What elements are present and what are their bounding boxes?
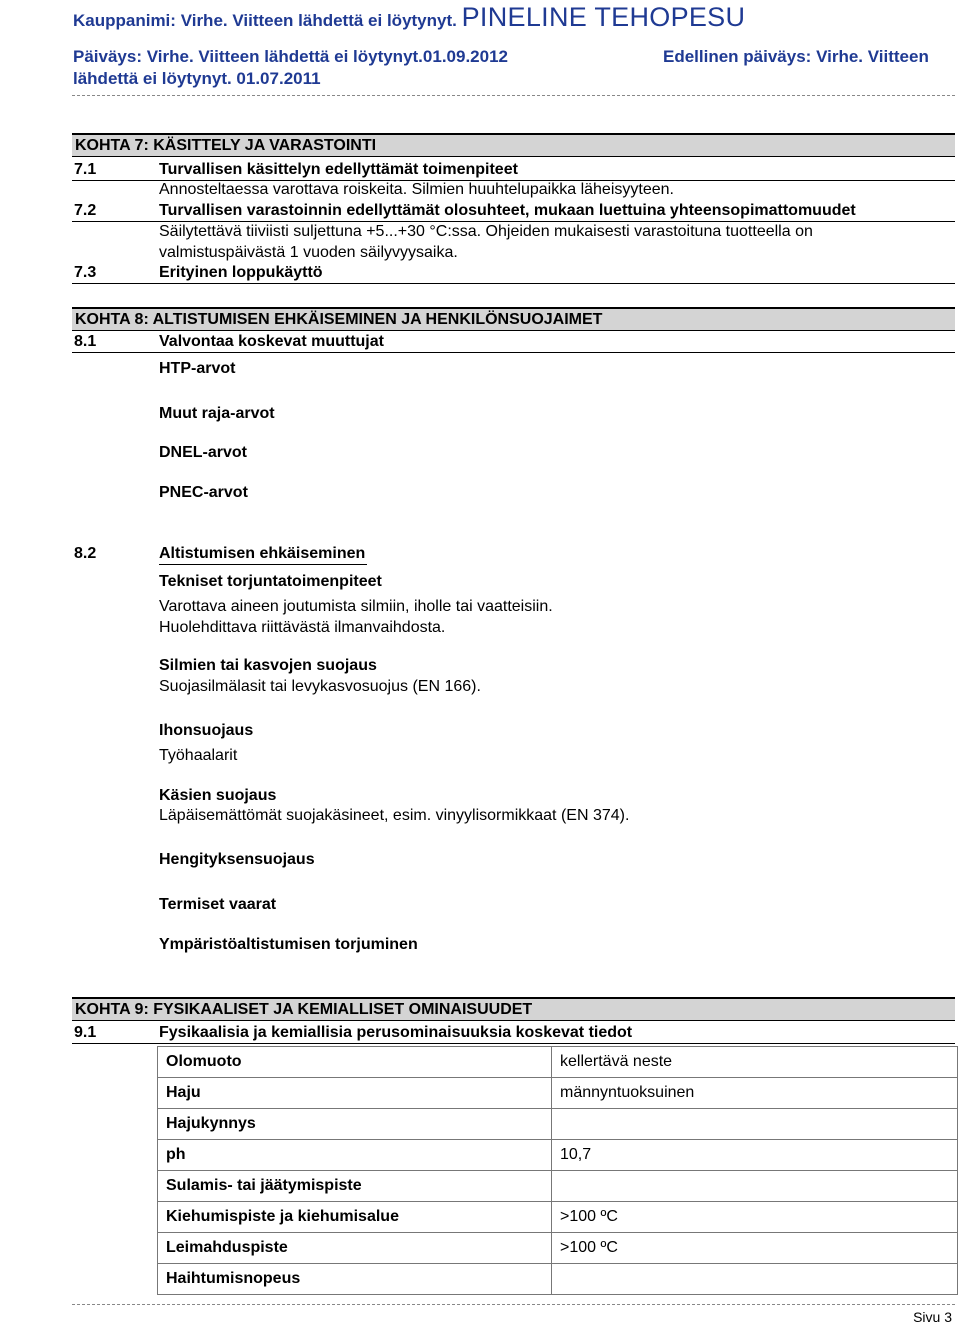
subsection-title: Fysikaalisia ja kemiallisia perusominaisuuksia koskevat tiedot — [159, 1024, 633, 1041]
tradename-label: Kauppanimi: — [73, 11, 176, 30]
date-label: Päiväys: — [73, 47, 142, 66]
subsection-title: Valvontaa koskevat muuttujat — [159, 333, 384, 350]
subsection-number: 8.1 — [74, 333, 97, 350]
prev-date-label: Edellinen päiväys: — [663, 47, 812, 66]
property-name: Kiehumispiste ja kiehumisalue — [158, 1202, 552, 1233]
property-name: ph — [158, 1140, 552, 1171]
property-value: kellertävä neste — [552, 1047, 958, 1078]
technical-measures-label: Tekniset torjuntatoimenpiteet — [159, 573, 382, 590]
subsection-8-2 — [72, 544, 955, 564]
subsection-number: 9.1 — [74, 1024, 97, 1041]
table-row — [158, 1047, 958, 1078]
property-name: Hajukynnys — [158, 1109, 552, 1140]
hand-protection-text: Läpäisemättömät suojakäsineet, esim. vinyylisormikkaat (EN 374). — [159, 807, 630, 824]
subsection-8-1 — [72, 332, 955, 353]
handling-text: Annosteltaessa varottava roiskeita. Silmien huuhtelupaikka läheisyyteen. — [159, 181, 674, 198]
table-row — [158, 1140, 958, 1171]
subsection-title: Erityinen loppukäyttö — [159, 264, 323, 281]
subsection-7-3 — [72, 263, 955, 284]
property-value — [552, 1109, 958, 1140]
section-8-heading: KOHTA 8: ALTISTUMISEN EHKÄISEMINEN JA HENKILÖNSUOJAIMET — [72, 307, 955, 331]
tradename-error: Virhe. Viitteen lähdettä ei löytynyt. — [180, 11, 457, 30]
technical-measures-line-2: Huolehdittava riittävästä ilmanvaihdosta. — [159, 619, 446, 636]
header-prev-date — [663, 47, 929, 67]
properties-table — [157, 1046, 958, 1295]
storage-text-line-2: valmistuspäivästä 1 vuoden säilyvyysaika. — [159, 244, 458, 261]
date-value: Virhe. Viitteen lähdettä ei löytynyt.01.09.2012 — [146, 47, 508, 66]
table-row — [158, 1233, 958, 1264]
environmental-exposure-label: Ympäristöaltistumisen torjuminen — [159, 936, 418, 953]
prev-date-error-1: Virhe. Viitteen — [816, 47, 929, 66]
technical-measures-line-1: Varottava aineen joutumista silmiin, iholle tai vaatteisiin. — [159, 598, 553, 615]
table-row — [158, 1171, 958, 1202]
product-name: PINELINE TEHOPESU — [461, 2, 746, 32]
htp-values-label: HTP-arvot — [159, 360, 236, 377]
table-row — [158, 1078, 958, 1109]
subsection-title: Turvallisen käsittelyn edellyttämät toimenpiteet — [159, 161, 518, 178]
table-row — [158, 1109, 958, 1140]
skin-protection-text: Työhaalarit — [159, 747, 238, 764]
respiratory-protection-label: Hengityksensuojaus — [159, 851, 315, 868]
subsection-9-1 — [72, 1023, 955, 1044]
prev-date-error-2: lähdettä ei löytynyt. 01.07.2011 — [73, 69, 321, 88]
property-name: Leimahduspiste — [158, 1233, 552, 1264]
property-value: >100 ºC — [552, 1202, 958, 1233]
table-row — [158, 1202, 958, 1233]
storage-text-line-1: Säilytettävä tiiviisti suljettuna +5...+30 °C:ssa. Ohjeiden mukaisesti varastoituna tuotteella on — [159, 223, 813, 240]
property-value — [552, 1264, 958, 1295]
property-value: 10,7 — [552, 1140, 958, 1171]
property-name: Haju — [158, 1078, 552, 1109]
subsection-number: 7.1 — [74, 161, 97, 178]
pnec-label: PNEC-arvot — [159, 484, 248, 501]
subsection-number: 7.3 — [74, 264, 97, 281]
subsection-7-2 — [72, 201, 955, 222]
header-divider — [72, 95, 955, 96]
dnel-label: DNEL-arvot — [159, 444, 248, 461]
header-date — [73, 47, 508, 67]
property-value — [552, 1171, 958, 1202]
section-7-heading: KOHTA 7: KÄSITTELY JA VARASTOINTI — [72, 133, 955, 157]
property-value: >100 ºC — [552, 1233, 958, 1264]
subsection-number: 8.2 — [74, 545, 97, 562]
property-name: Olomuoto — [158, 1047, 552, 1078]
eye-protection-label: Silmien tai kasvojen suojaus — [159, 657, 377, 674]
property-value: männyntuoksuinen — [552, 1078, 958, 1109]
subsection-title: Turvallisen varastoinnin edellyttämät olosuhteet, mukaan luettuina yhteensopimattomuudet — [159, 202, 856, 219]
footer-divider — [72, 1304, 955, 1305]
skin-protection-label: Ihonsuojaus — [159, 722, 254, 739]
page-number: Sivu 3 — [913, 1309, 952, 1325]
property-name: Haihtumisnopeus — [158, 1264, 552, 1295]
subsection-title: Altistumisen ehkäiseminen — [159, 544, 367, 565]
subsection-number: 7.2 — [74, 202, 97, 219]
other-limits-label: Muut raja-arvot — [159, 405, 275, 422]
property-name: Sulamis- tai jäätymispiste — [158, 1171, 552, 1202]
hand-protection-label: Käsien suojaus — [159, 787, 277, 804]
subsection-7-1 — [72, 160, 955, 181]
table-row — [158, 1264, 958, 1295]
section-9-heading: KOHTA 9: FYSIKAALISET JA KEMIALLISET OMINAISUUDET — [72, 997, 955, 1021]
eye-protection-text: Suojasilmälasit tai levykasvosuojus (EN 166). — [159, 678, 481, 695]
header-tradename — [73, 2, 745, 33]
thermal-hazards-label: Termiset vaarat — [159, 896, 277, 913]
